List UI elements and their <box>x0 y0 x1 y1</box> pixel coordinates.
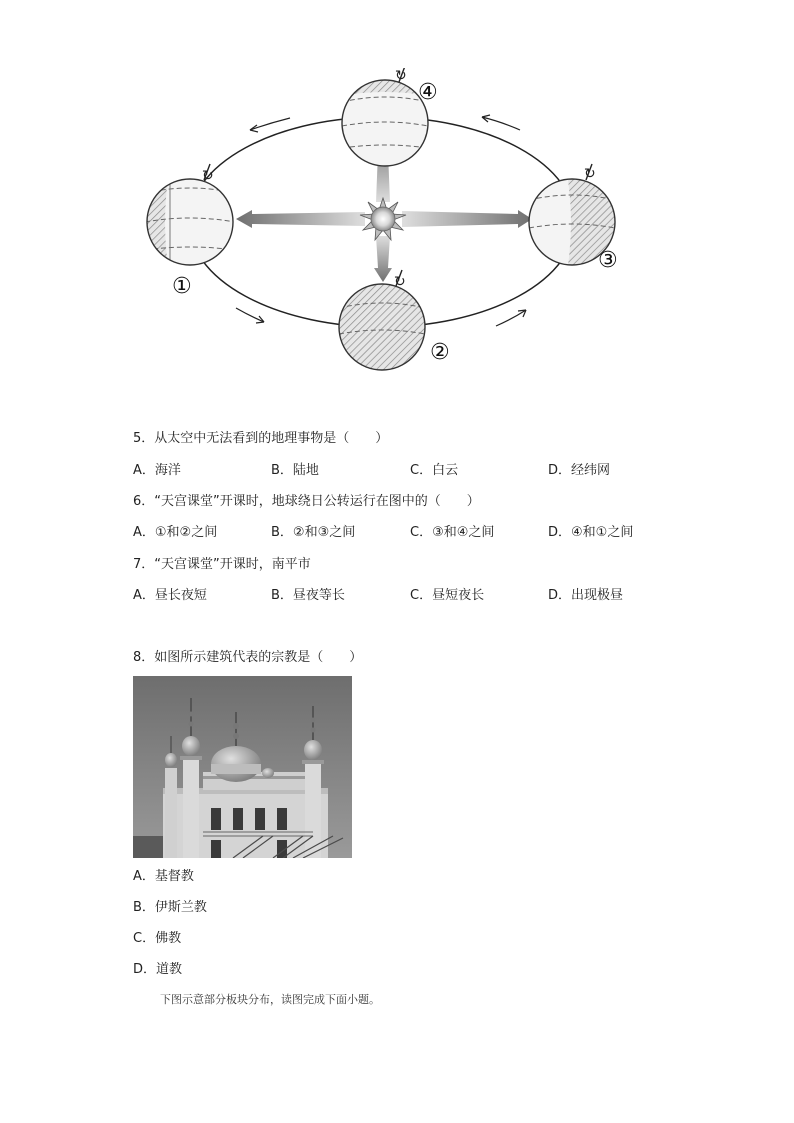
option-a: A．①和②之间 <box>133 525 218 540</box>
question-8-option-b: B．伊斯兰教 <box>133 900 207 915</box>
option-b: B．陆地 <box>271 463 319 478</box>
label-position-1: ① <box>172 274 192 299</box>
sun-icon <box>360 198 406 240</box>
option-a: A．海洋 <box>133 463 181 478</box>
axis-spin-icon: ↻ <box>395 68 407 84</box>
label-position-2: ② <box>430 340 450 365</box>
earth-position-2 <box>339 270 425 370</box>
question-8-option-c: C．佛教 <box>133 931 182 946</box>
mosque-photo <box>133 676 352 858</box>
question-5-stem: 5．从太空中无法看到的地理事物是（ ） <box>133 431 389 446</box>
question-6-options <box>133 524 693 542</box>
option-a: A．昼长夜短 <box>133 588 207 603</box>
earth-orbit-diagram <box>140 68 630 373</box>
question-7-options <box>133 587 693 605</box>
question-5-options <box>133 462 693 480</box>
label-position-4: ④ <box>418 80 438 105</box>
axis-spin-icon: ↻ <box>202 168 214 184</box>
earth-position-4 <box>340 68 430 166</box>
option-c: C．昼短夜长 <box>410 588 485 603</box>
question-6-stem: 6．“天宫课堂”开课时，地球绕日公转运行在图中的（ ） <box>133 494 480 509</box>
option-d: D．④和①之间 <box>548 525 634 540</box>
question-8-option-d: D．道教 <box>133 962 183 977</box>
axis-spin-icon: ↻ <box>394 274 406 290</box>
option-d: D．经纬网 <box>548 463 611 478</box>
option-d: D．出现极昼 <box>548 588 624 603</box>
option-b: B．②和③之间 <box>271 525 356 540</box>
question-8-stem: 8．如图所示建筑代表的宗教是（ ） <box>133 650 363 665</box>
label-position-3: ③ <box>598 248 618 273</box>
earth-position-1 <box>140 164 235 278</box>
option-b: B．昼夜等长 <box>271 588 345 603</box>
next-section-intro: 下图示意部分板块分布，读图完成下面小题。 <box>160 993 380 1006</box>
axis-spin-icon: ↻ <box>584 166 596 182</box>
option-c: C．③和④之间 <box>410 525 495 540</box>
question-8-option-a: A．基督教 <box>133 869 194 884</box>
option-c: C．白云 <box>410 463 459 478</box>
question-7-stem: 7．“天宫课堂”开课时，南平市 <box>133 557 311 572</box>
